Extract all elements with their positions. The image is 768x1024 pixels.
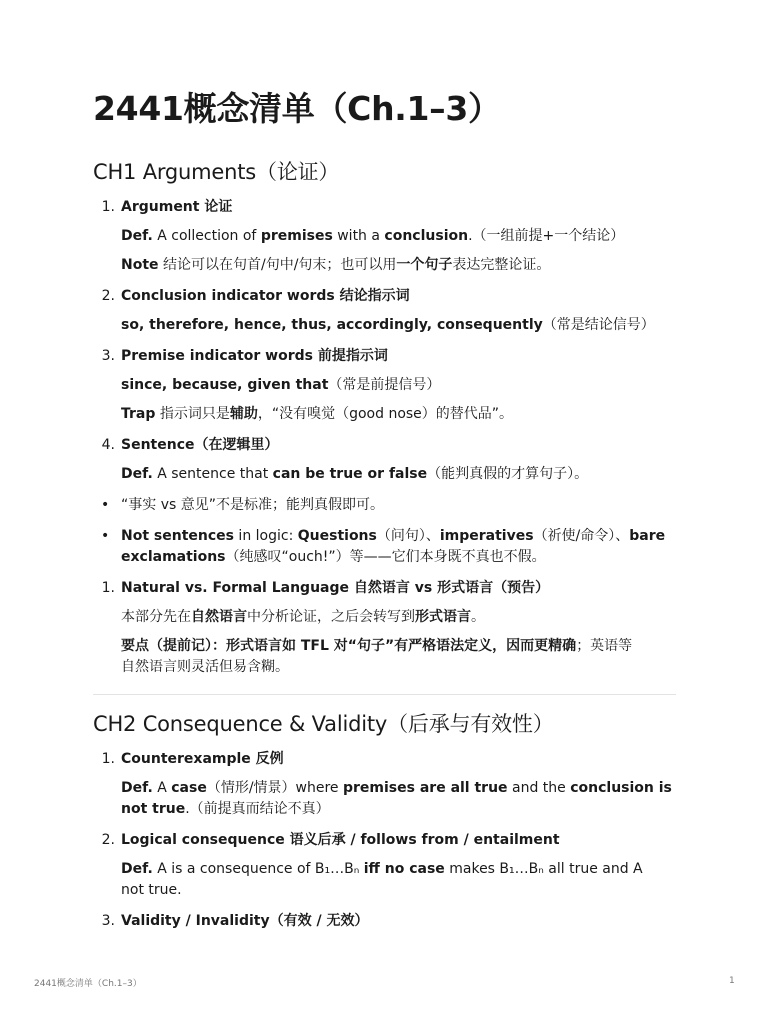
- bold-text: can be true or false: [272, 466, 428, 482]
- item-number: 3.: [101, 913, 115, 929]
- text: 表达完整论证。: [452, 257, 551, 273]
- bold-text: Questions: [297, 528, 377, 544]
- text: and the: [507, 780, 571, 796]
- definition-line: [93, 859, 676, 901]
- text: A collection of: [152, 228, 261, 244]
- text: with a: [332, 228, 385, 244]
- text: （常是前提信号）: [328, 377, 441, 393]
- section-heading-ch1: CH1 Arguments（论证）: [93, 160, 340, 184]
- bold-text: premises: [260, 228, 333, 244]
- item-number: 4.: [101, 437, 115, 453]
- text: A: [152, 780, 172, 796]
- list-item-natural-vs-formal: [93, 578, 676, 599]
- bullet-mark: •: [101, 528, 110, 544]
- text: （能判真假的才算句子）。: [427, 466, 589, 482]
- paragraph: [93, 607, 676, 628]
- note-line: [93, 255, 676, 276]
- bold-text: conclusion is: [570, 780, 672, 796]
- item-number: 1.: [101, 199, 115, 215]
- bold-text: imperatives: [439, 528, 534, 544]
- definition-line: [93, 464, 676, 485]
- text: 结论可以在句首/句中/句末；也可以用: [158, 257, 397, 273]
- item-number: 3.: [101, 348, 115, 364]
- bullet-mark: •: [101, 497, 110, 513]
- text: 自然语言则灵活但易含糊。: [121, 659, 289, 675]
- text: .（一组前提+一个结论）: [468, 228, 625, 244]
- bold-text: 辅助: [229, 406, 258, 422]
- trap-line: [93, 404, 676, 425]
- key-point: [93, 636, 676, 678]
- note-label: Note: [121, 257, 159, 273]
- text: A is a consequence of B₁…Bₙ: [152, 861, 364, 877]
- list-item-sentence: [93, 435, 676, 456]
- item-title: Counterexample 反例: [121, 751, 284, 767]
- footer-title: 2441概念清单（Ch.1–3）: [34, 979, 142, 989]
- text: in logic:: [233, 528, 298, 544]
- text: （情形/情景）where: [206, 780, 343, 796]
- def-label: Def.: [121, 780, 153, 796]
- text: 。: [471, 609, 485, 625]
- trap-label: Trap: [121, 406, 156, 422]
- bold-text: Not sentences: [121, 528, 234, 544]
- item-title: Natural vs. Formal Language 自然语言 vs 形式语言（预告）: [121, 580, 550, 596]
- bold-text: 形式语言: [415, 609, 471, 625]
- item-number: 2.: [101, 832, 115, 848]
- definition-line: [93, 778, 676, 820]
- def-label: Def.: [121, 466, 153, 482]
- bold-text: 要点（提前记）：形式语言如 TFL 对“句子”有严格语法定义，因而更精确: [121, 638, 577, 654]
- bold-text: exclamations: [121, 549, 226, 565]
- text: .（前提真而结论不真）: [185, 801, 330, 817]
- bold-text: 一个句子: [396, 257, 453, 273]
- text: ，“没有嗅觉（good nose）的替代品”。: [257, 406, 514, 422]
- item-title: Sentence（在逻辑里）: [121, 437, 279, 453]
- list-item-argument: [93, 197, 676, 218]
- bold-text: 自然语言: [191, 609, 247, 625]
- page-content: [93, 78, 676, 932]
- bullet-item: [93, 495, 676, 516]
- list-item-counterexample: [93, 749, 676, 770]
- item-title: Logical consequence 语义后承 / follows from / entailment: [121, 832, 560, 848]
- bold-text: case: [171, 780, 207, 796]
- item-number: 2.: [101, 288, 115, 304]
- section-ch1: [93, 197, 676, 678]
- section-ch2: [93, 749, 676, 932]
- text: 指示词只是: [155, 406, 230, 422]
- item-title: Conclusion indicator words 结论指示词: [121, 288, 410, 304]
- definition-line: [93, 226, 676, 247]
- item-title: Premise indicator words 前提指示词: [121, 348, 388, 364]
- bullet-item: [93, 526, 676, 568]
- item-number: 1.: [101, 751, 115, 767]
- bold-text: iff no case: [363, 861, 445, 877]
- def-label: Def.: [121, 861, 153, 877]
- item-title: Argument 论证: [121, 199, 233, 215]
- page-title: 2441概念清单（Ch.1–3）: [93, 89, 501, 128]
- def-label: Def.: [121, 228, 153, 244]
- list-item-conclusion-indicators: [93, 286, 676, 307]
- list-item-premise-indicators: [93, 346, 676, 367]
- item-title: Validity / Invalidity（有效 / 无效）: [121, 913, 369, 929]
- bold-text: premises are all true: [343, 780, 508, 796]
- item-number: 1.: [101, 580, 115, 596]
- indicator-words-line: [93, 375, 676, 396]
- bold-text: conclusion: [384, 228, 469, 244]
- text: 本部分先在: [121, 609, 191, 625]
- bold-text: bare: [629, 528, 666, 544]
- text: “事实 vs 意见”不是标准；能判真假即可。: [121, 497, 384, 513]
- text: （问句）、: [376, 528, 440, 544]
- indicator-words-line: [93, 315, 676, 336]
- list-item-validity: [93, 911, 676, 932]
- text: makes B₁…Bₙ all true and A: [444, 861, 643, 877]
- bold-text: not true: [121, 801, 186, 817]
- text: （常是结论信号）: [542, 317, 655, 333]
- text: （祈使/命令）、: [533, 528, 630, 544]
- text: ；英语等: [576, 638, 633, 654]
- list-item-logical-consequence: [93, 830, 676, 851]
- text: 中分析论证，之后会转写到: [247, 609, 415, 625]
- text: not true.: [121, 882, 182, 898]
- section-divider: [93, 694, 676, 695]
- bold-text: since, because, given that: [121, 377, 329, 393]
- bold-text: so, therefore, hence, thus, accordingly, consequently: [121, 317, 543, 333]
- page-number: 1: [729, 976, 735, 986]
- section-heading-ch2: CH2 Consequence & Validity（后承与有效性）: [93, 712, 554, 736]
- text: A sentence that: [152, 466, 273, 482]
- text: （纯感叹“ouch!”）等——它们本身既不真也不假。: [225, 549, 546, 565]
